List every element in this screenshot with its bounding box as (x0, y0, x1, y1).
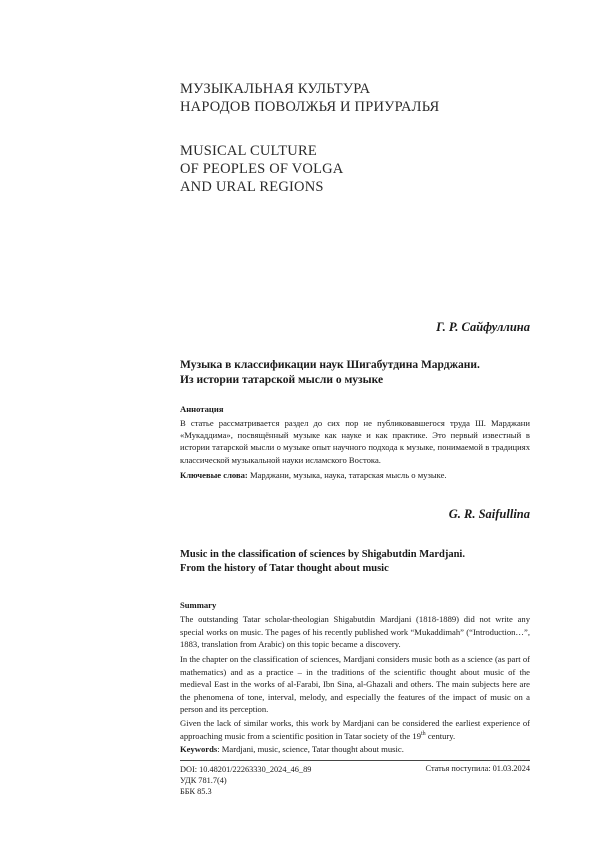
abstract-text: В статье рассматривается раздел до сих пор не публиковавшегося труда Ш. Марджани «Мукаддима», посвящённый музыке как науке и как практике. Это первый известный в истории татарской мысли о музыке опыт научного подхода к музыке, понимаемой в традициях классической музыкальной науки исламского Востока. (180, 418, 530, 465)
section-title-en (180, 142, 343, 196)
footer-meta (180, 764, 311, 797)
article-title-ru-line: Музыка в классификации наук Шигабутдина Марджани. (180, 359, 480, 371)
superscript: th (421, 730, 426, 737)
summary-paragraph-2: In the chapter on the classification of sciences, Mardjani considers music both as a science (as part of mathematics) and as a practice – in the traditions of the scientific thought about music of the medieval East in the works of al-Farabi, Ibn Sina, al-Ghazali and others. The main subjects here are the phenomena of tone, interval, melody, and especially the features of the impact of music on a person and its perception. (180, 654, 530, 715)
footer-divider (180, 760, 530, 761)
author-ru: Г. Р. Сайфуллина (436, 320, 530, 334)
section-title-ru (180, 80, 439, 116)
summary-paragraph-3 (180, 717, 530, 742)
article-title-ru (180, 358, 480, 388)
section-title-en-line: AND URAL REGIONS (180, 179, 324, 195)
keywords-en-text: : Mardjani, music, science, Tatar thought about music. (217, 744, 404, 754)
udk: УДК 781.7(4) (180, 776, 227, 785)
summary-p3-text: Given the lack of similar works, this work by Mardjani can be considered the earliest experience of approaching music from a scientific position in Tatar society of the 19 (180, 718, 530, 741)
article-title-ru-line: Из истории татарской мысли о музыке (180, 374, 384, 386)
summary-p3-end: century. (425, 730, 456, 741)
abstract-heading: Аннотация (180, 404, 224, 414)
keywords-ru (180, 469, 530, 481)
keywords-en-label: Keywords (180, 744, 218, 754)
article-title-en-line: Music in the classification of sciences by Shigabutdin Mardjani. (180, 549, 465, 560)
summary-paragraph-1: The outstanding Tatar scholar-theologian Shigabutdin Mardjani (1818-1889) did not write any special works on music. The pages of his recently published work “Mukaddimah” (“Introduction…”, 1883, translation from Arabic) on this topic became a discovery. (180, 614, 530, 650)
keywords-en (180, 743, 530, 756)
author-en: G. R. Saifullina (448, 507, 530, 521)
section-title-ru-line: НАРОДОВ ПОВОЛЖЬЯ И ПРИУРАЛЬЯ (180, 99, 440, 115)
section-title-en-line: MUSICAL CULTURE (180, 143, 317, 159)
keywords-ru-label: Ключевые слова: (180, 470, 248, 480)
received-date: Статья поступила: 01.03.2024 (425, 764, 530, 773)
section-title-ru-line: МУЗЫКАЛЬНАЯ КУЛЬТУРА (180, 81, 371, 97)
doi: DOI: 10.48201/22263330_2024_46_89 (180, 765, 312, 774)
keywords-ru-text: Марджани, музыка, наука, татарская мысль о музыке. (247, 470, 447, 480)
section-title-en-line: OF PEOPLES OF VOLGA (180, 161, 344, 177)
bbk: ББК 85.3 (180, 787, 212, 796)
article-title-en-line: From the history of Tatar thought about music (180, 563, 389, 574)
summary-heading: Summary (180, 600, 217, 610)
article-title-en (180, 548, 465, 576)
